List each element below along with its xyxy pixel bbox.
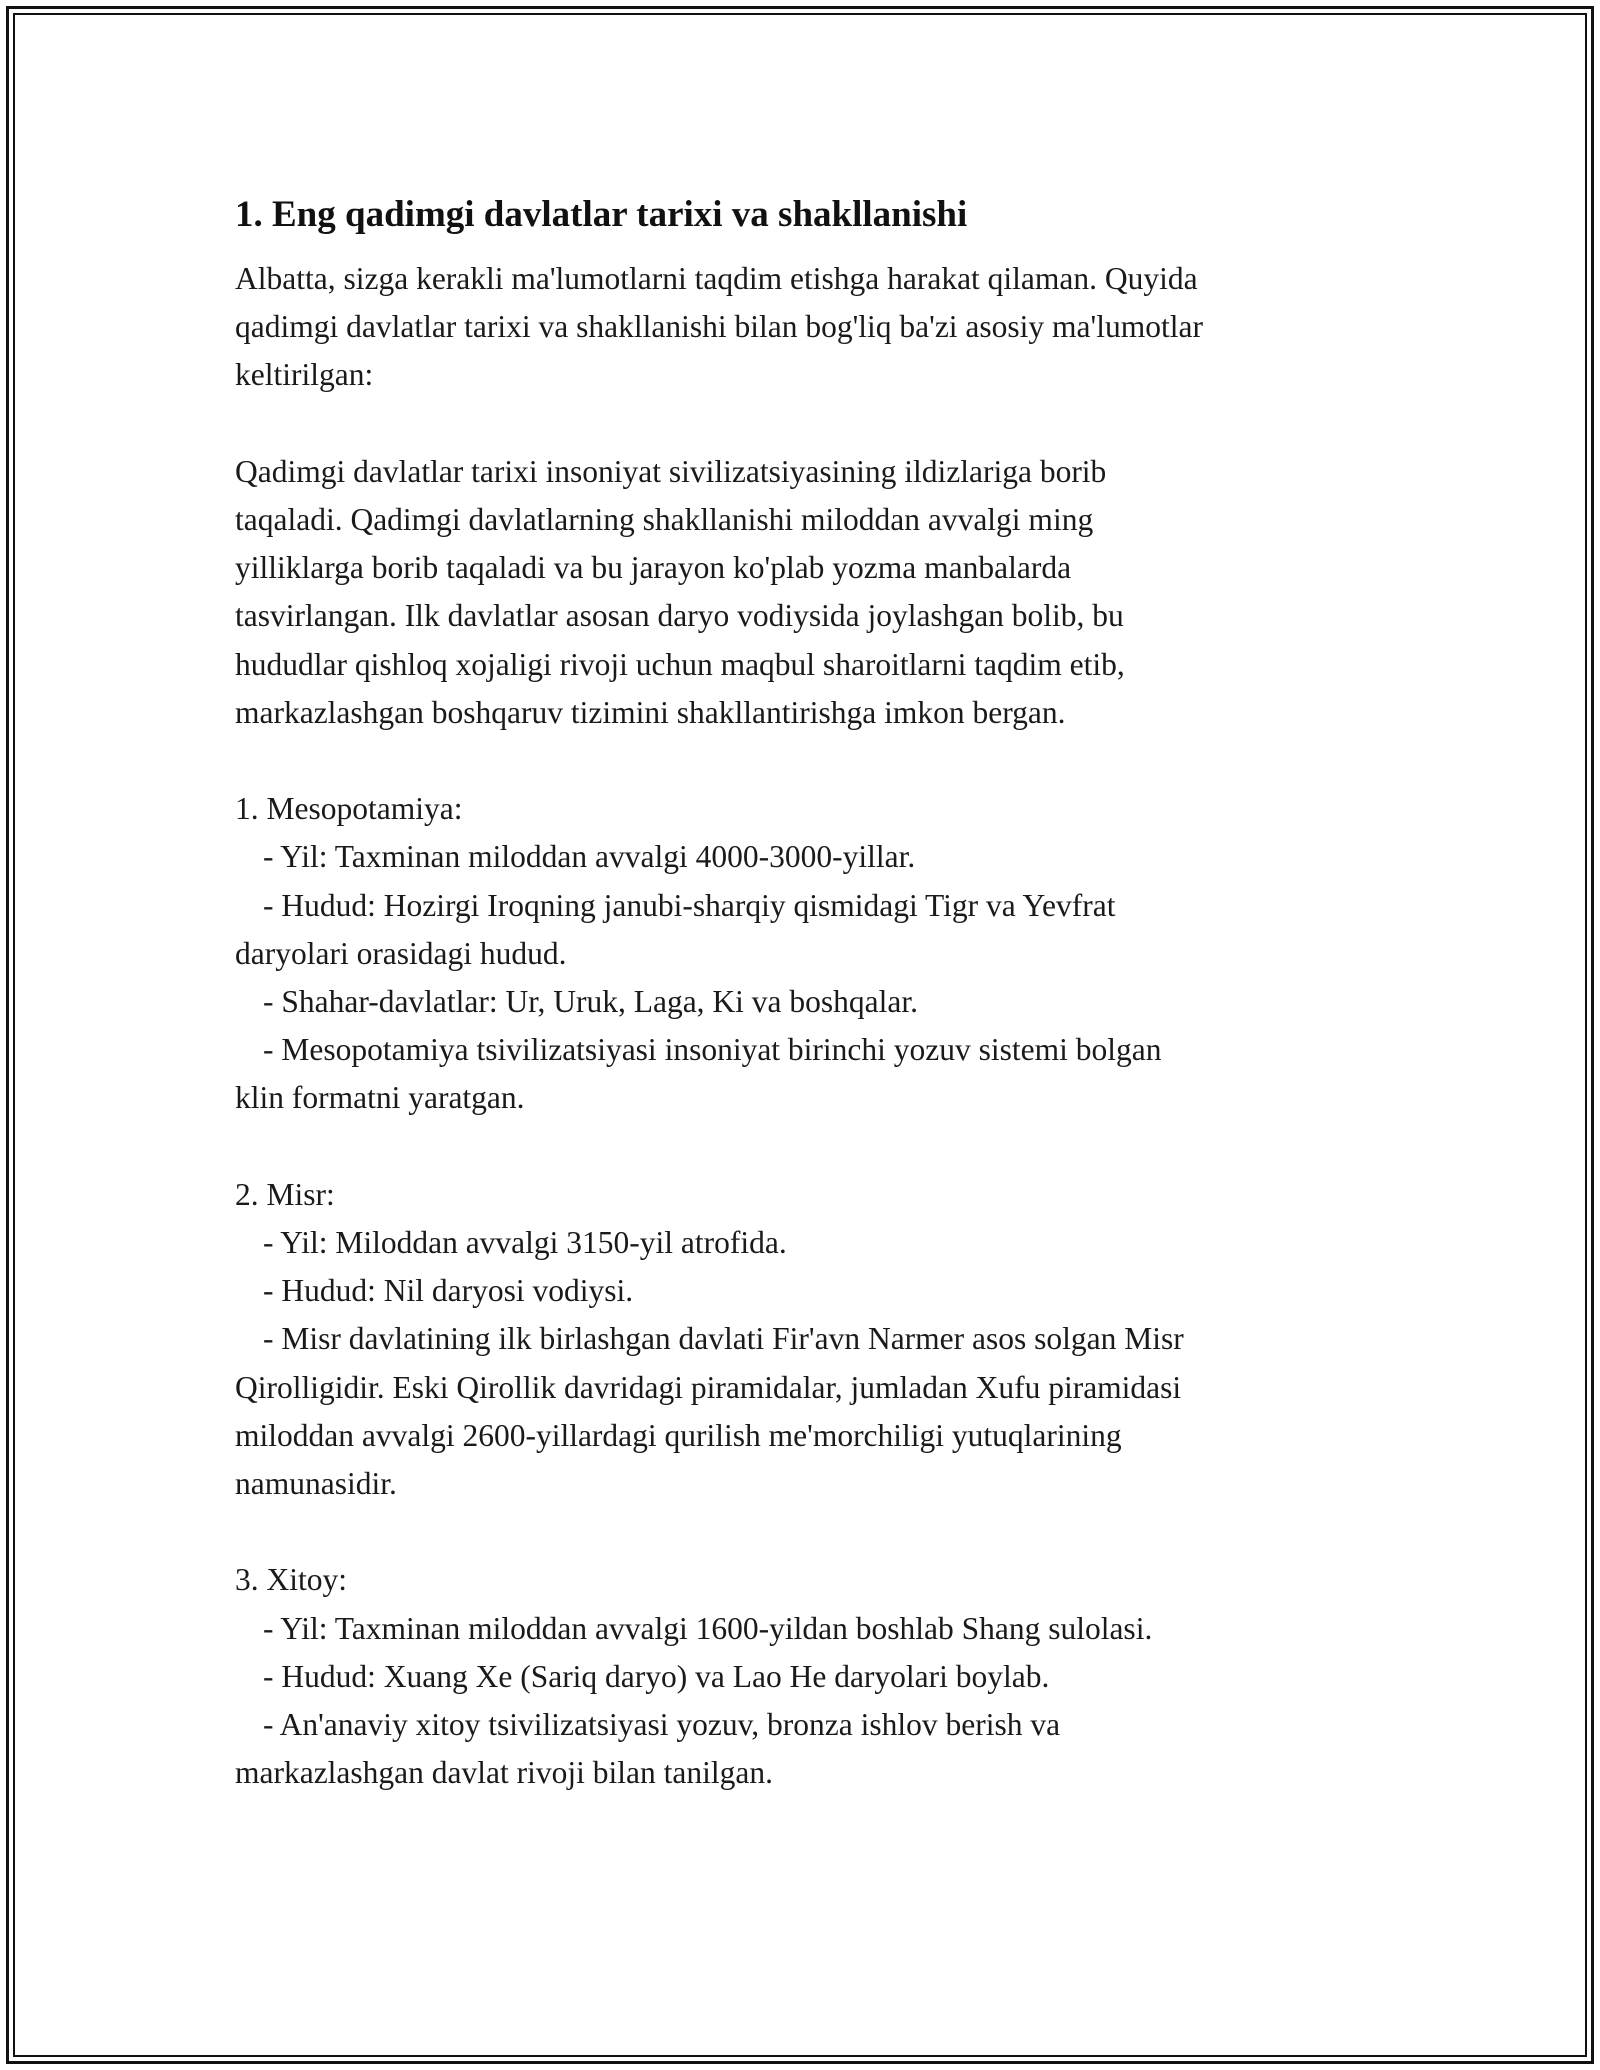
section-line: - Shahar-davlatlar: Ur, Uruk, Laga, Ki va boshqalar. bbox=[263, 984, 919, 1020]
section-line: - An'anaviy xitoy tsivilizatsiyasi yozuv, bronza ishlov berish va markazlashgan davlat rivoji bilan tanilgan. bbox=[235, 1707, 1061, 1791]
section-mesopotamiya bbox=[235, 785, 1395, 1122]
paragraph-gap bbox=[235, 737, 1395, 785]
section-title: 3. Xitoy: bbox=[235, 1562, 348, 1598]
section-line: - Yil: Taxminan miloddan avvalgi 1600-yildan boshlab Shang sulolasi. bbox=[263, 1610, 1153, 1646]
section-line: - Hudud: Hozirgi Iroqning janubi-sharqiy qismidagi Tigr va Yevfrat daryolari orasidagi hudud. bbox=[235, 887, 1116, 971]
section-line: - Misr davlatining ilk birlashgan davlati Fir'avn Narmer asos solgan Misr Qirolligidir. Eski Qirollik davridagi piramidalar, jumladan Xufu piramidasi miloddan avvalgi 2600-yillardagi qurilish me'morchiligi yutuqlarining namunasidir. bbox=[235, 1321, 1184, 1502]
paragraph-gap bbox=[235, 1508, 1395, 1556]
paragraph-gap bbox=[235, 1123, 1395, 1171]
section-xitoy bbox=[235, 1556, 1395, 1797]
section-line: - Hudud: Xuang Xe (Sariq daryo) va Lao He daryolari boylab. bbox=[263, 1658, 1050, 1694]
document-body bbox=[235, 185, 1395, 1797]
overview-paragraph: Qadimgi davlatlar tarixi insoniyat sivilizatsiyasining ildizlariga borib taqaladi. Qadimgi davlatlarning shakllanishi miloddan avvalgi ming yilliklarga borib taqaladi va bu jarayon ko'plab yozma manbalarda tasvirlangan. Ilk davlatlar asosan daryo vodiysida joylashgan bolib, bu hududlar qishloq xojaligi rivoji uchun maqbul sharoitlarni taqdim etib, markazlashgan boshqaruv tizimini shakllantirishga imkon bergan. bbox=[235, 453, 1125, 730]
intro-paragraph: Albatta, sizga kerakli ma'lumotlarni taqdim etishga harakat qilaman. Quyida qadimgi davlatlar tarixi va shakllanishi bilan bog'liq ba'zi asosiy ma'lumotlar keltirilgan: bbox=[235, 261, 1203, 393]
section-title: 1. Mesopotamiya: bbox=[235, 791, 463, 827]
section-line: - Mesopotamiya tsivilizatsiyasi insoniyat birinchi yozuv sistemi bolgan klin formatni yaratgan. bbox=[235, 1032, 1162, 1116]
section-line: - Yil: Taxminan miloddan avvalgi 4000-3000-yillar. bbox=[263, 839, 916, 875]
section-line: - Hudud: Nil daryosi vodiysi. bbox=[263, 1273, 634, 1309]
section-title: 2. Misr: bbox=[235, 1176, 335, 1212]
section-misr bbox=[235, 1171, 1395, 1508]
section-line: - Yil: Miloddan avvalgi 3150-yil atrofida. bbox=[263, 1225, 787, 1261]
document-heading: 1. Eng qadimgi davlatlar tarixi va shakllanishi bbox=[235, 194, 968, 235]
paragraph-gap bbox=[235, 400, 1395, 448]
